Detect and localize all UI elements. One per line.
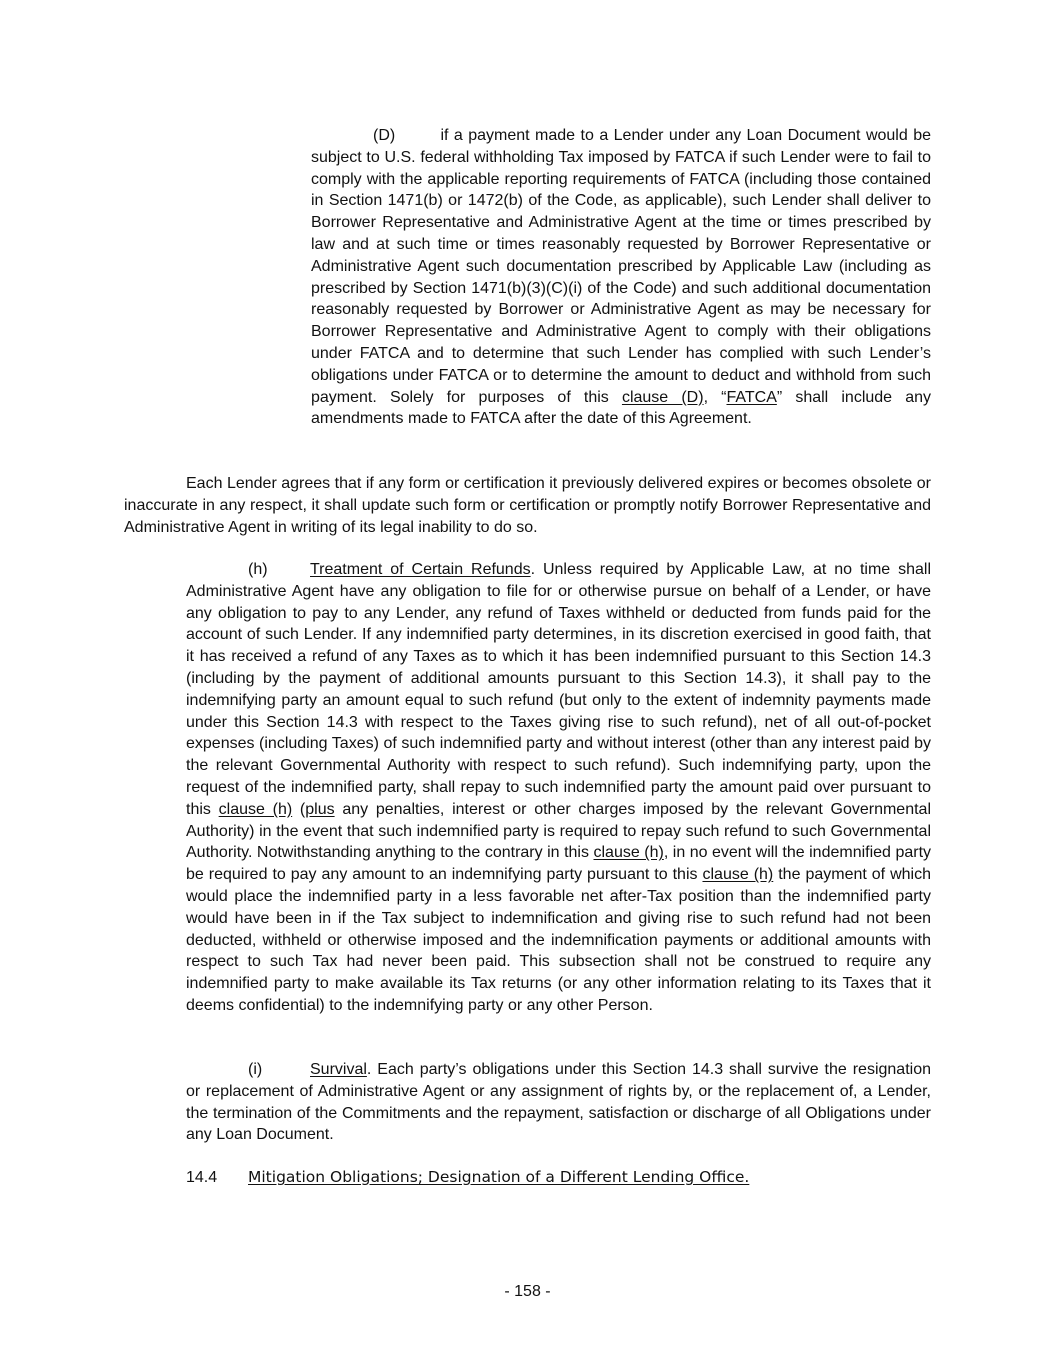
- paragraph-h-text-2: (: [292, 800, 306, 818]
- paragraph-h: [186, 559, 931, 1017]
- paragraph-h-heading: Treatment of Certain Refunds: [310, 561, 531, 578]
- paragraph-h-text-1: . Unless required by Applicable Law, at no time shall Administrative Agent have any obligation to file for or otherwise pursue on behalf of a Lender, or have any obligation to pay to any Lender, any refund of Taxes withheld or deducted from funds paid for the account of such Lender. If any indemnified party determines, in its discretion exercised in good faith, that it has received a refund of any Taxes as to which it has been indemnified pursuant to this Section 14.3 (including by the payment of additional amounts pursuant to this Section 14.3), it shall pay to the indemnifying party an amount equal to such refund (but only to the extent of indemnity payments made under this Section 14.3 with respect to the Taxes giving rise to such refund), net of all out-of-pocket expenses (including Taxes) of such indemnified party and without interest (other than any interest paid by the relevant Governmental Authority with respect to such refund). Such indemnifying party, upon the request of the indemnified party, shall repay to such indemnified party the amount paid over pursuant to this: [186, 561, 932, 818]
- clause-d-ref: clause (D): [621, 388, 704, 406]
- paragraph-d-mid: , “: [703, 388, 727, 406]
- paragraph-d-text: if a payment made to a Lender under any Loan Document would be subject to U.S. federal withholding Tax imposed by FATCA if such Lender were to fail to comply with the applicable reporting requirements of FATCA (including those contained in Section 1471(b) or 1472(b) of the Code, as applicable), such Lender shall deliver to Borrower Representative and Administrative Agent at the time or times prescribed by law and at such time or times reasonably requested by Borrower Representative or Administrative Agent such documentation prescribed by Applicable Law (including as prescribed by Section 1471(b)(3)(C)(i) of the Code) and such additional documentation reasonably requested by Borrower or Administrative Agent as may be necessary for Borrower Representative and Administrative Agent to comply with their obligations under FATCA and to determine that such Lender has complied with such Lender’s obligations under FATCA or to determine the amount to deduct and withhold from such payment. Solely for purposes of this: [311, 127, 931, 406]
- paragraph-h-text-4: , in no event will the indemnified party be required to pay any amount to an indemnifying party pursuant to this: [186, 844, 932, 884]
- section-title: Mitigation Obligations; Designation of a Different Lending Office.: [248, 1168, 750, 1186]
- paragraph-h-text-5: the payment of which would place the indemnified party in a less favorable net after-Tax position than the indemnified party would have been in if the Tax subject to indemnification and giving rise to such refund had not been deducted, withheld or otherwise imposed and the indemnification payments or additional amounts with respect to such Tax had never been paid. This subsection shall not be construed to require any indemnified party to make available its Tax returns (or any other information relating to its Taxes that it deems confidential) to the indemnifying party or any other Person.: [186, 866, 932, 1014]
- clause-h-ref-2: clause (h): [593, 844, 664, 862]
- clause-h-ref-3: clause (h): [702, 866, 774, 884]
- paragraph-i-heading: Survival: [310, 1061, 367, 1078]
- paragraph-h-marker: (h): [248, 561, 268, 578]
- paragraph-i-marker: (i): [248, 1061, 263, 1078]
- paragraph-d: [311, 125, 931, 430]
- paragraph-each-lender-text: Each Lender agrees that if any form or certification it previously delivered expires or becomes obsolete or inaccurate in any respect, it shall update such form or certification or promptly notify Borrower Representative and Administrative Agent in writing of its legal inability to do so.: [124, 475, 931, 536]
- paragraph-i: [186, 1059, 931, 1146]
- paragraph-d-tail: ” shall include any amendments made to FATCA after the date of this Agreement.: [311, 388, 932, 428]
- fatca-defined-term: FATCA: [726, 388, 777, 406]
- paragraph-i-text: . Each party’s obligations under this Section 14.3 shall survive the resignation or replacement of Administrative Agent or any assignment of rights by, or the replacement of, a Lender, the termination of the Commitments and the repayment, satisfaction or discharge of all Obligations under any Loan Document.: [186, 1061, 931, 1144]
- page-number: - 158 -: [504, 1283, 551, 1300]
- plus-term: plus: [305, 800, 335, 818]
- paragraph-each-lender: [124, 473, 931, 538]
- clause-h-ref-1: clause (h): [218, 800, 293, 818]
- section-number: 14.4: [186, 1169, 218, 1186]
- paragraph-d-marker: (D): [373, 127, 396, 144]
- paragraph-h-text-3: any penalties, interest or other charges imposed by the relevant Governmental Authority) in the event that such indemnified party is required to repay such refund to such Governmental Authority. Notwithstanding anything to the contrary in this: [186, 800, 931, 862]
- section-14-4-heading: [186, 1166, 749, 1189]
